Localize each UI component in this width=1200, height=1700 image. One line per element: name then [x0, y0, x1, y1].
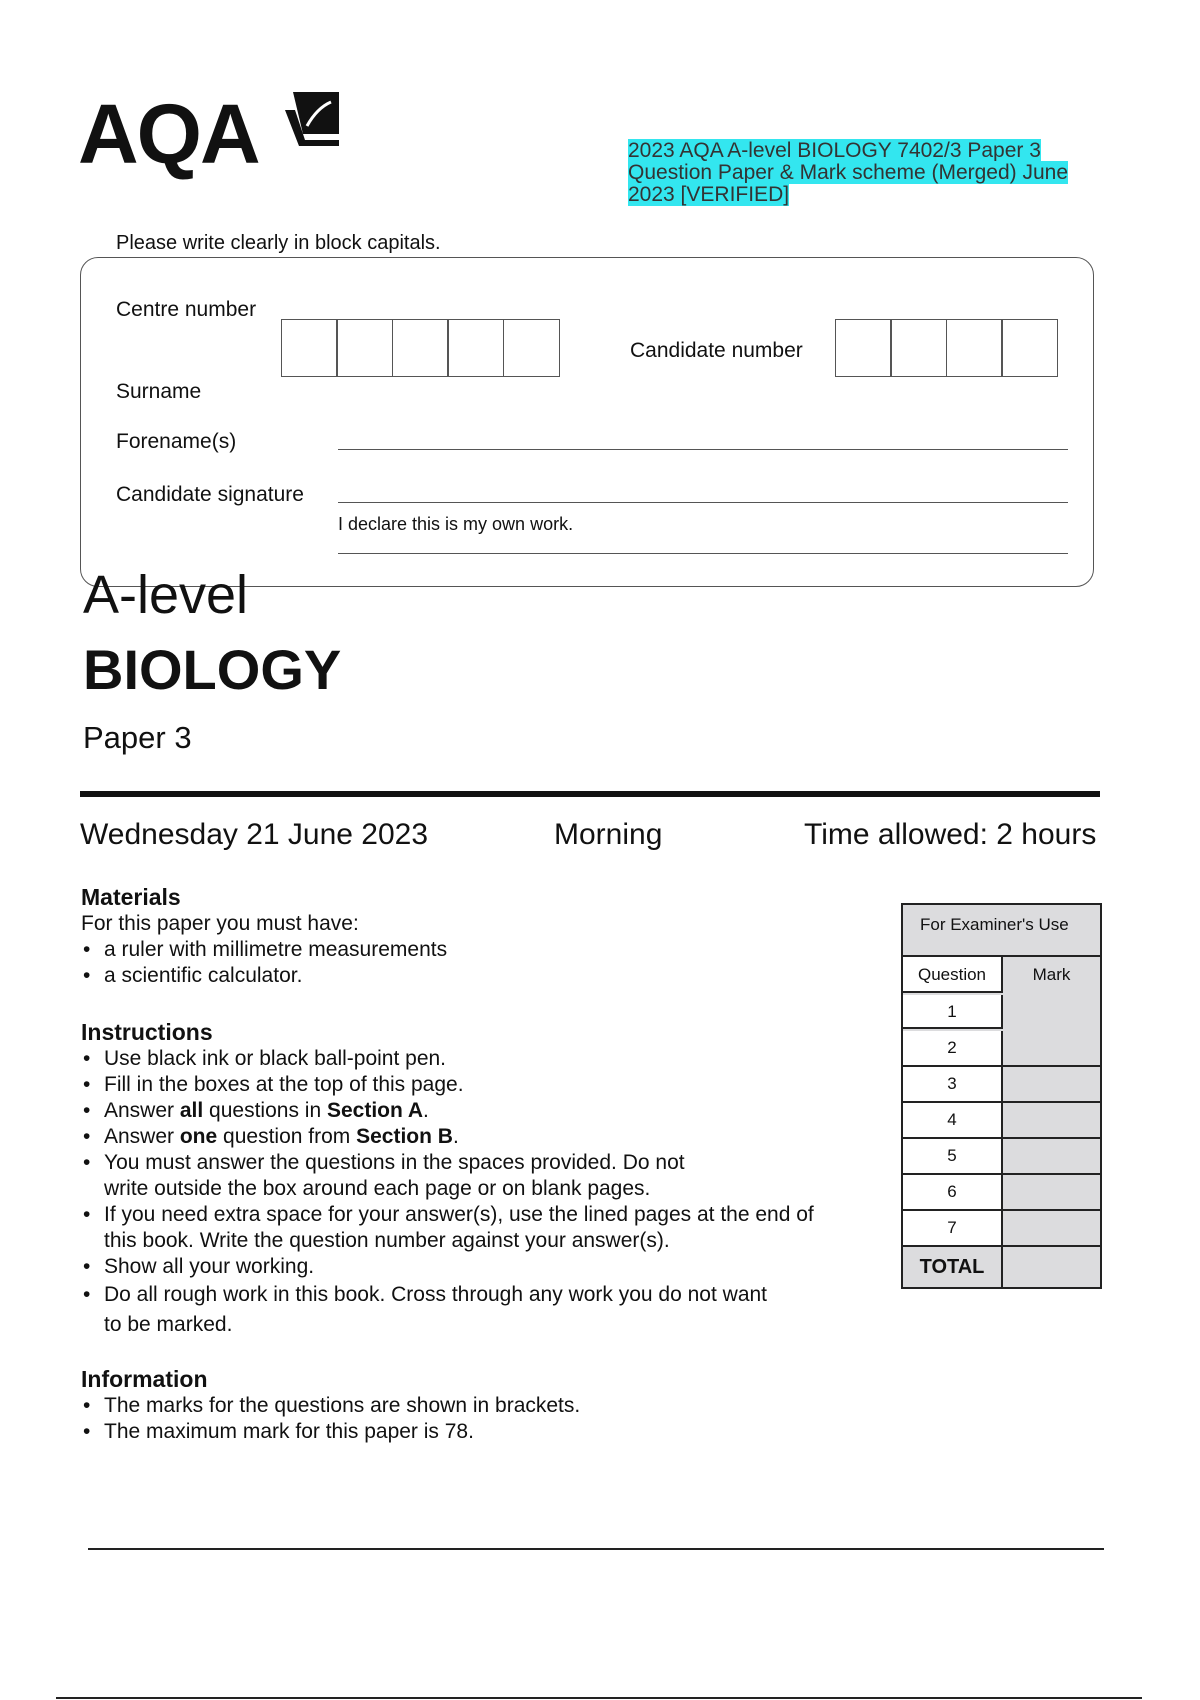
centre-digit-box[interactable] — [447, 319, 504, 377]
centre-digit-box[interactable] — [392, 319, 449, 377]
mark-cell — [1003, 1031, 1100, 1065]
instructions-section — [81, 1019, 891, 1340]
forenames-label: Forename(s) — [116, 430, 237, 453]
declaration-line — [338, 553, 1068, 554]
signature-line[interactable] — [338, 502, 1068, 503]
instruction-item: • Use black ink or black ball-point pen. — [81, 1046, 891, 1072]
paper-number: Paper 3 — [83, 720, 192, 755]
question-number: 2 — [903, 1031, 1003, 1065]
centre-digit-box[interactable] — [336, 319, 393, 377]
materials-heading: Materials — [81, 884, 181, 910]
total-mark-cell — [1003, 1247, 1100, 1287]
total-label: TOTAL — [903, 1247, 1003, 1287]
signature-label: Candidate signature — [116, 483, 304, 506]
mark-cell — [1003, 1175, 1100, 1209]
exam-date: Wednesday 21 June 2023 — [80, 818, 429, 851]
instruction-item: • Fill in the boxes at the top of this page. — [81, 1072, 891, 1098]
instruction-item: • Answer one question from Section B. — [81, 1124, 891, 1150]
aqa-logo-text: AQA — [78, 87, 259, 181]
instruction-item: • Show all your working. — [81, 1254, 891, 1280]
materials-item: • a ruler with millimetre measurements — [81, 937, 861, 963]
information-heading: Information — [81, 1366, 208, 1392]
mark-cell — [1003, 1067, 1100, 1101]
question-number: 6 — [903, 1175, 1003, 1209]
question-number: 5 — [903, 1139, 1003, 1173]
examiners-use-table — [901, 903, 1102, 1289]
materials-section — [81, 884, 861, 989]
qualification-level: A-level — [83, 565, 249, 625]
instruction-item: • Answer all questions in Section A. — [81, 1098, 891, 1124]
centre-digit-box[interactable] — [503, 319, 560, 377]
forenames-line[interactable] — [338, 449, 1068, 450]
footer-rule — [88, 1548, 1104, 1550]
subject-title: BIOLOGY — [83, 638, 342, 701]
exam-session: Morning — [554, 818, 663, 851]
examiners-use-title: For Examiner's Use — [903, 905, 1100, 957]
instructions-heading: Instructions — [81, 1019, 213, 1045]
mark-column-header: Mark — [1003, 957, 1100, 993]
question-number: 1 — [903, 995, 1003, 1029]
materials-item: • a scientific calculator. — [81, 963, 861, 989]
candidate-number-boxes — [836, 319, 1058, 377]
mark-cell — [1003, 1211, 1100, 1245]
centre-number-boxes — [282, 319, 560, 377]
information-item: • The marks for the questions are shown in brackets. — [81, 1393, 861, 1419]
question-number: 7 — [903, 1211, 1003, 1245]
candidate-digit-box[interactable] — [1001, 319, 1058, 377]
aqa-logo-icon — [283, 90, 341, 148]
instruction-item: • You must answer the questions in the spaces provided. Do not write outside the box around each page or on blank pages. — [81, 1150, 891, 1202]
document-title: 2023 AQA A-level BIOLOGY 7402/3 Paper 3 Question Paper & Mark scheme (Merged) June 2023 [VERIFIED] — [628, 139, 1069, 206]
candidate-digit-box[interactable] — [835, 319, 892, 377]
centre-digit-box[interactable] — [281, 319, 338, 377]
candidate-number-label: Candidate number — [630, 339, 803, 362]
divider — [80, 791, 1100, 797]
mark-cell — [1003, 995, 1100, 1029]
centre-number-label: Centre number — [116, 298, 257, 321]
materials-intro: For this paper you must have: — [81, 912, 359, 935]
surname-label: Surname — [116, 380, 202, 403]
instruction-item: • If you need extra space for your answer(s), use the lined pages at the end of this book. Write the question number against your answer(s). — [81, 1202, 891, 1254]
information-section — [81, 1366, 861, 1445]
block-capitals-instruction: Please write clearly in block capitals. — [116, 232, 441, 254]
instruction-item: • Do all rough work in this book. Cross through any work you do not want to be marked. — [81, 1280, 891, 1340]
question-number: 3 — [903, 1067, 1003, 1101]
mark-cell — [1003, 1139, 1100, 1173]
question-number: 4 — [903, 1103, 1003, 1137]
candidate-digit-box[interactable] — [890, 319, 947, 377]
declaration-text: I declare this is my own work. — [338, 514, 574, 534]
page-edge-rule — [56, 1697, 1142, 1699]
candidate-digit-box[interactable] — [946, 319, 1003, 377]
time-allowed: Time allowed: 2 hours — [804, 818, 1097, 851]
mark-cell — [1003, 1103, 1100, 1137]
information-item: • The maximum mark for this paper is 78. — [81, 1419, 861, 1445]
question-column-header: Question — [903, 957, 1003, 993]
